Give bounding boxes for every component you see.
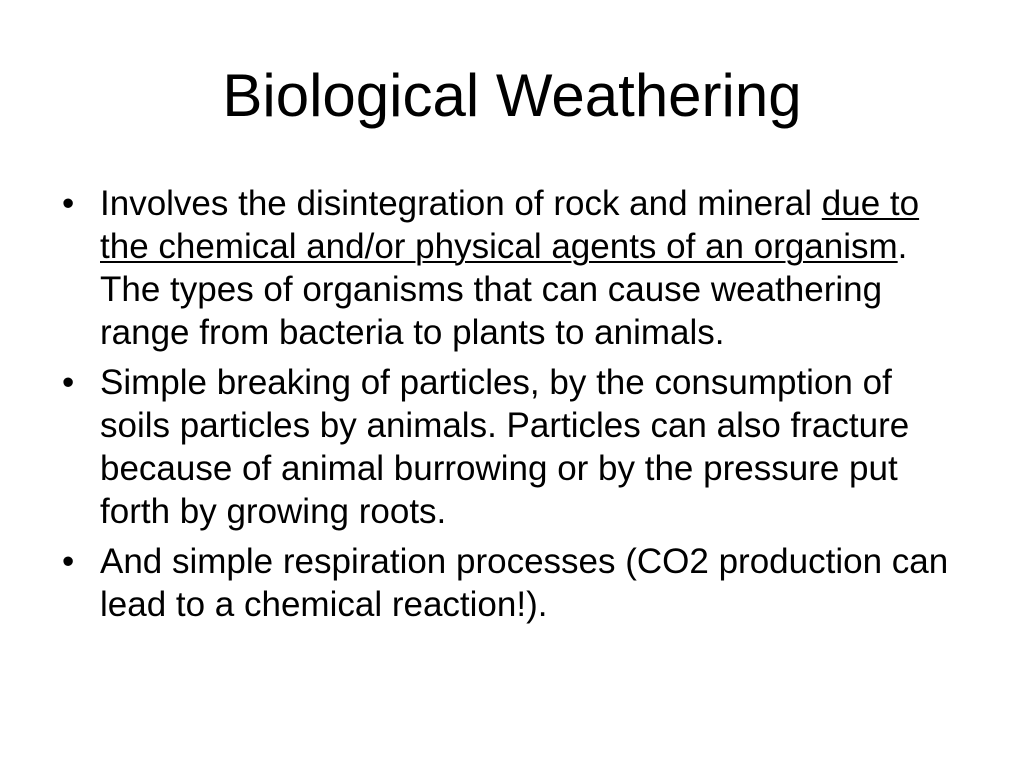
bullet-list xyxy=(58,182,968,633)
bullet-icon: • xyxy=(62,184,75,223)
bullet-item-2 xyxy=(58,361,968,533)
bullet-3-text: And simple respiration processes (CO2 production can lead to a chemical reaction!). xyxy=(100,542,949,624)
bullet-item-1 xyxy=(58,182,968,354)
bullet-icon: • xyxy=(62,542,75,581)
slide-title: Biological Weathering xyxy=(222,62,802,129)
bullet-1-text-before: Involves the disintegration of rock and mineral xyxy=(100,184,822,223)
bullet-1-underlined-text: due to the chemical and/or physical agents of an organism xyxy=(100,184,920,266)
bullet-2-text: Simple breaking of particles, by the consumption of soils particles by animals. Particles can also fracture because of animal burrowing or by the pressure put forth by growing roots. xyxy=(100,363,910,531)
bullet-1-text-after: . The types of organisms that can cause weathering range from bacteria to plants to animals. xyxy=(100,227,908,352)
bullet-icon: • xyxy=(62,363,75,402)
bullet-item-3 xyxy=(58,540,968,626)
